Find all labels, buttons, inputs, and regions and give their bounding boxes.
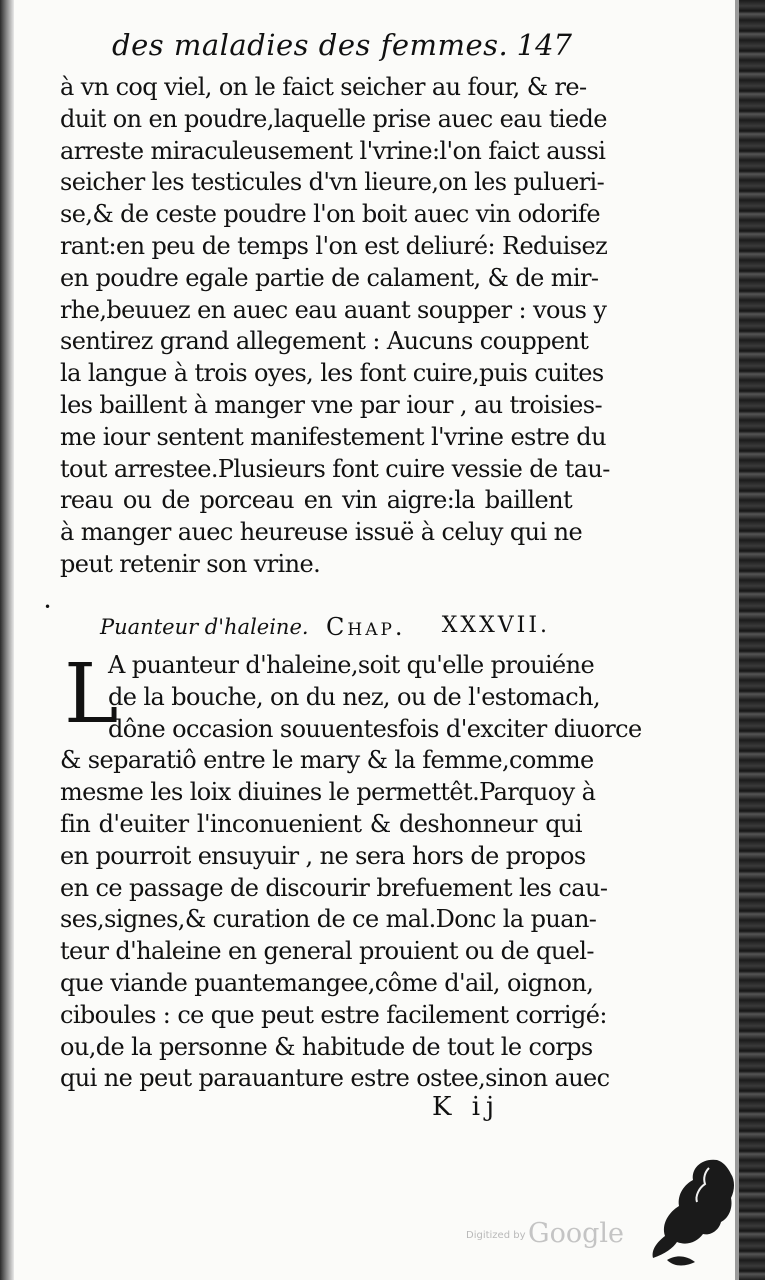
running-title: des maladies des femmes. bbox=[112, 28, 509, 62]
text-line: duit on en poudre,laquelle prise auec eau tiede bbox=[60, 104, 607, 133]
text-line: en poudre egale partie de calament, & de mir- bbox=[60, 263, 599, 292]
text-line: peut retenir son vrine. bbox=[60, 549, 321, 578]
drop-cap: L bbox=[64, 647, 119, 742]
text-line: fin d'euiter l'inconuenient & deshonneur qui bbox=[60, 809, 582, 838]
chapter-subject: Puanteur d'haleine. bbox=[100, 615, 309, 639]
text-line: tout arrestee.Plusieurs font cuire vessie de tau- bbox=[60, 454, 610, 483]
text-line: seicher les testicules d'vn lieure,on les pulueri- bbox=[60, 168, 605, 197]
text-line: ou,de la personne & habitude de tout le corps bbox=[60, 1032, 593, 1061]
page-edge bbox=[739, 0, 765, 1280]
chapter-text bbox=[60, 647, 642, 1095]
binding-shadow bbox=[0, 0, 14, 1280]
text-line: dône occasion souuentesfois d'exciter diuorce bbox=[108, 714, 642, 743]
text-line: ses,signes,& curation de ce mal.Donc la puan- bbox=[60, 905, 597, 934]
text-line: de la bouche, on du nez, ou de l'estomach, bbox=[108, 682, 600, 711]
text-line: se,& de ceste poudre l'on boit auec vin odorife bbox=[60, 200, 600, 229]
text-line: reau ou de porceau en vin aigre:la baillent bbox=[60, 486, 572, 515]
text-line: les baillent à manger vne par iour , au troisies- bbox=[60, 390, 603, 419]
chapter-number: XXXVII. bbox=[441, 613, 550, 638]
signature-mark: K ij bbox=[432, 1092, 501, 1122]
text-line: sentirez grand allegement : Aucuns couppent bbox=[60, 327, 589, 356]
text-line: à manger auec heureuse issuë à celuy qui ne bbox=[60, 518, 583, 547]
text-line: me iour sentent manifestement l'vrine estre du bbox=[60, 422, 606, 451]
text-line: en ce passage de discourir brefuement les cau- bbox=[60, 873, 608, 902]
text-line: rhe,beuuez en auec eau auant soupper : vous y bbox=[60, 295, 607, 324]
text-line: à vn coq viel, on le faict seicher au four, & re- bbox=[60, 73, 587, 101]
body-text bbox=[60, 72, 610, 581]
text-line: ciboules : ce que peut estre facilement corrigé: bbox=[60, 1000, 607, 1029]
text-line: & separatiô entre le mary & la femme,comme bbox=[60, 746, 594, 775]
page-number: 147 bbox=[516, 28, 572, 62]
google-logo: Google bbox=[528, 1218, 624, 1249]
text-line: qui ne peut parauanture estre ostee,sinon auec bbox=[60, 1064, 610, 1093]
text-line: en pourroit ensuyuir , ne sera hors de propos bbox=[60, 841, 586, 870]
text-line: arreste miraculeusement l'vrine:l'on faict aussi bbox=[60, 136, 606, 165]
text-line: la langue à trois oyes, les font cuire,puis cuites bbox=[60, 359, 604, 388]
chapter-heading bbox=[100, 613, 550, 649]
bird-ornament-icon bbox=[647, 1150, 737, 1270]
text-line: A puanteur d'haleine,soit qu'elle prouiéne bbox=[108, 651, 595, 679]
print-mark: • bbox=[44, 600, 52, 614]
text-line: mesme les loix diuines le permettêt.Parquoy à bbox=[60, 778, 596, 807]
running-head bbox=[112, 28, 572, 74]
text-line: que viande puantemangee,côme d'ail, oignon, bbox=[60, 968, 594, 997]
chapter-label: Chap. bbox=[326, 613, 406, 641]
digitized-by-label: Digitized by bbox=[466, 1230, 526, 1241]
text-line: rant:en peu de temps l'on est deliuré: Reduisez bbox=[60, 231, 608, 260]
text-line: teur d'haleine en general prouient ou de quel- bbox=[60, 937, 594, 966]
